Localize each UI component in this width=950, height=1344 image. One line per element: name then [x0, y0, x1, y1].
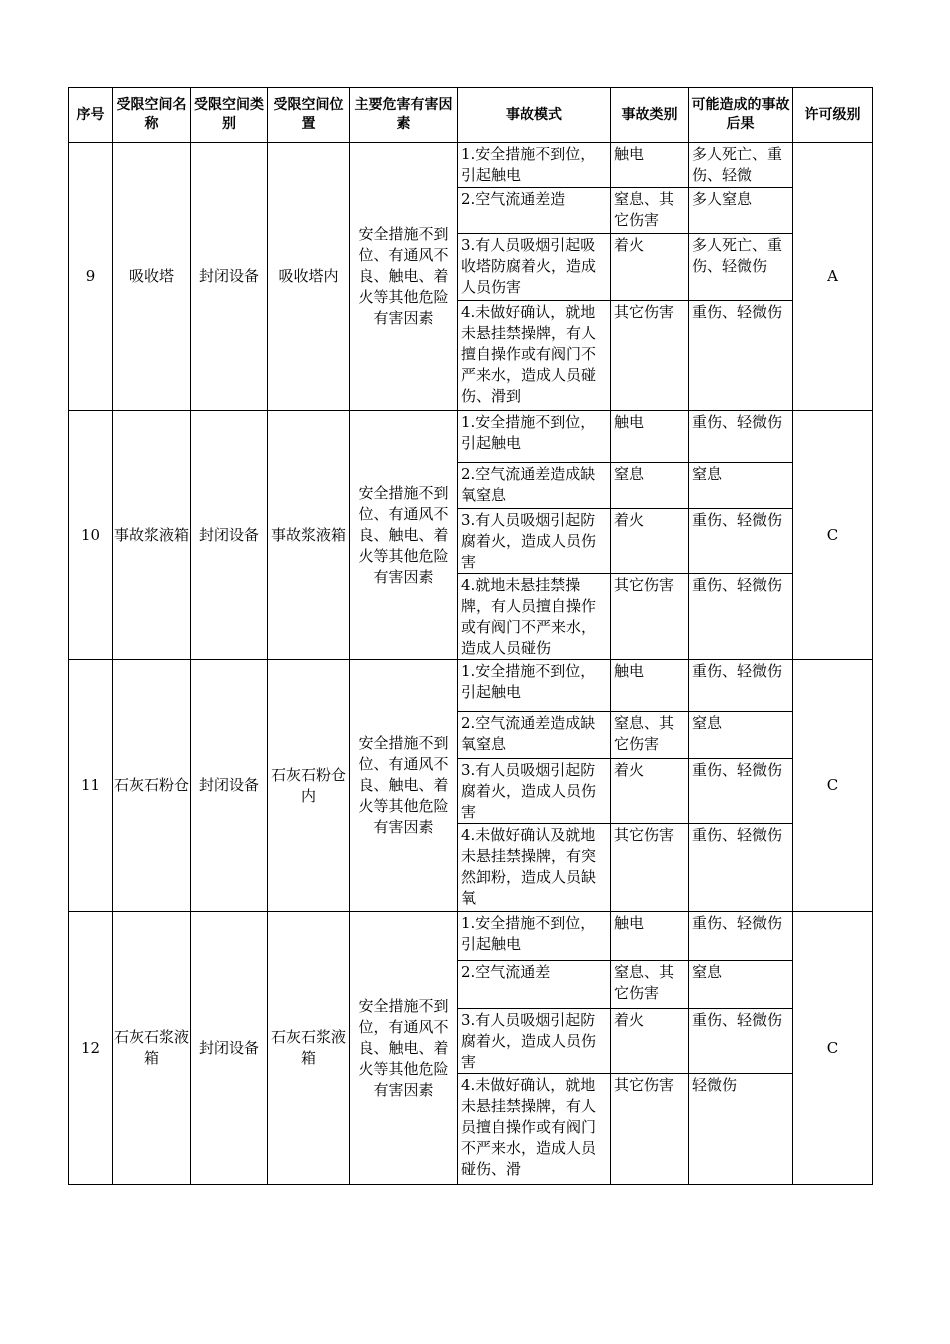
row-permit-level: C — [793, 912, 873, 1185]
row-hazard-factors: 安全措施不到位、有通风不良、触电、着火等其他危险有害因素 — [350, 660, 458, 912]
incident-mode: 4.就地未悬挂禁操牌，有人员擅自操作或有阀门不严来水，造成人员碰伤 — [458, 574, 611, 660]
incident-type: 触电 — [611, 660, 689, 712]
row-seq: 9 — [69, 143, 113, 411]
incident-consequence: 多人死亡、重伤、轻微伤 — [689, 234, 793, 301]
incident-consequence: 轻微伤 — [689, 1074, 793, 1185]
incident-consequence: 重伤、轻微伤 — [689, 509, 793, 574]
incident-type: 触电 — [611, 912, 689, 961]
row-space-category: 封闭设备 — [191, 912, 268, 1185]
incident-type: 窒息、其它伤害 — [611, 712, 689, 759]
incident-type: 其它伤害 — [611, 1074, 689, 1185]
incident-consequence: 多人窒息 — [689, 188, 793, 234]
row-space-name: 石灰石浆液箱 — [113, 912, 191, 1185]
incident-type: 着火 — [611, 1009, 689, 1074]
row-space-category: 封闭设备 — [191, 143, 268, 411]
incident-mode: 2.空气流通差造成缺氧窒息 — [458, 712, 611, 759]
incident-consequence: 重伤、轻微伤 — [689, 660, 793, 712]
row-permit-level: C — [793, 660, 873, 912]
incident-mode: 3.有人员吸烟引起防腐着火，造成人员伤害 — [458, 759, 611, 824]
incident-consequence: 窒息 — [689, 712, 793, 759]
incident-mode: 3.有人员吸烟引起防腐着火，造成人员伤害 — [458, 509, 611, 574]
header-consequence: 可能造成的事故后果 — [689, 88, 793, 143]
incident-consequence: 窒息 — [689, 463, 793, 509]
row-space-name: 吸收塔 — [113, 143, 191, 411]
incident-mode: 4.未做好确认及就地未悬挂禁操牌，有突然卸粉，造成人员缺氧 — [458, 824, 611, 912]
incident-mode: 2.空气流通差造成缺氧窒息 — [458, 463, 611, 509]
incident-type: 其它伤害 — [611, 574, 689, 660]
header-accident-type: 事故类别 — [611, 88, 689, 143]
header-permit-level: 许可级别 — [793, 88, 873, 143]
incident-mode: 4.未做好确认，就地未悬挂禁操牌，有人擅自操作或有阀门不严来水，造成人员碰伤、滑到 — [458, 301, 611, 411]
row-space-category: 封闭设备 — [191, 411, 268, 660]
table-row — [69, 411, 873, 463]
row-hazard-factors: 安全措施不到位、有通风不良、触电、着火等其他危险有害因素 — [350, 143, 458, 411]
header-category: 受限空间类别 — [191, 88, 268, 143]
incident-mode: 2.空气流通差 — [458, 961, 611, 1009]
hazard-table-sheet — [68, 87, 872, 1185]
incident-type: 窒息 — [611, 463, 689, 509]
row-space-name: 事故浆液箱 — [113, 411, 191, 660]
incident-mode: 2.空气流通差造 — [458, 188, 611, 234]
incident-type: 窒息、其它伤害 — [611, 188, 689, 234]
incident-mode: 3.有人员吸烟引起吸收塔防腐着火，造成人员伤害 — [458, 234, 611, 301]
incident-consequence: 重伤、轻微伤 — [689, 824, 793, 912]
row-hazard-factors: 安全措施不到位、有通风不良、触电、着火等其他危险有害因素 — [350, 411, 458, 660]
incident-mode: 4.未做好确认，就地未悬挂禁操牌，有人员擅自操作或有阀门不严来水，造成人员碰伤、滑 — [458, 1074, 611, 1185]
incident-consequence: 窒息 — [689, 961, 793, 1009]
incident-mode: 1.安全措施不到位，引起触电 — [458, 912, 611, 961]
row-seq: 11 — [69, 660, 113, 912]
incident-consequence: 多人死亡、重伤、轻微 — [689, 143, 793, 188]
row-space-location: 事故浆液箱 — [268, 411, 350, 660]
incident-type: 着火 — [611, 234, 689, 301]
row-space-name: 石灰石粉仓 — [113, 660, 191, 912]
table-row — [69, 143, 873, 188]
incident-mode: 1.安全措施不到位，引起触电 — [458, 660, 611, 712]
incident-consequence: 重伤、轻微伤 — [689, 574, 793, 660]
incident-type: 触电 — [611, 143, 689, 188]
incident-type: 窒息、其它伤害 — [611, 961, 689, 1009]
header-accident-mode: 事故模式 — [458, 88, 611, 143]
incident-type: 触电 — [611, 411, 689, 463]
row-seq: 10 — [69, 411, 113, 660]
row-space-category: 封闭设备 — [191, 660, 268, 912]
incident-consequence: 重伤、轻微伤 — [689, 759, 793, 824]
row-seq: 12 — [69, 912, 113, 1185]
incident-type: 着火 — [611, 759, 689, 824]
table-row — [69, 912, 873, 961]
header-seq: 序号 — [69, 88, 113, 143]
row-hazard-factors: 安全措施不到位，有通风不良、触电、着火等其他危险有害因素 — [350, 912, 458, 1185]
row-permit-level: C — [793, 411, 873, 660]
incident-type: 其它伤害 — [611, 301, 689, 411]
table-row — [69, 660, 873, 712]
row-space-location: 石灰石浆液箱 — [268, 912, 350, 1185]
header-hazard: 主要危害有害因素 — [350, 88, 458, 143]
row-space-location: 石灰石粉仓内 — [268, 660, 350, 912]
header-name: 受限空间名称 — [113, 88, 191, 143]
header-location: 受限空间位置 — [268, 88, 350, 143]
incident-type: 着火 — [611, 509, 689, 574]
row-space-location: 吸收塔内 — [268, 143, 350, 411]
incident-mode: 3.有人员吸烟引起防腐着火，造成人员伤害 — [458, 1009, 611, 1074]
incident-type: 其它伤害 — [611, 824, 689, 912]
incident-mode: 1.安全措施不到位，引起触电 — [458, 411, 611, 463]
incident-consequence: 重伤、轻微伤 — [689, 1009, 793, 1074]
incident-mode: 1.安全措施不到位，引起触电 — [458, 143, 611, 188]
header-row — [69, 88, 873, 143]
incident-consequence: 重伤、轻微伤 — [689, 411, 793, 463]
row-permit-level: A — [793, 143, 873, 411]
incident-consequence: 重伤、轻微伤 — [689, 912, 793, 961]
incident-consequence: 重伤、轻微伤 — [689, 301, 793, 411]
confined-space-hazard-table — [68, 87, 873, 1185]
